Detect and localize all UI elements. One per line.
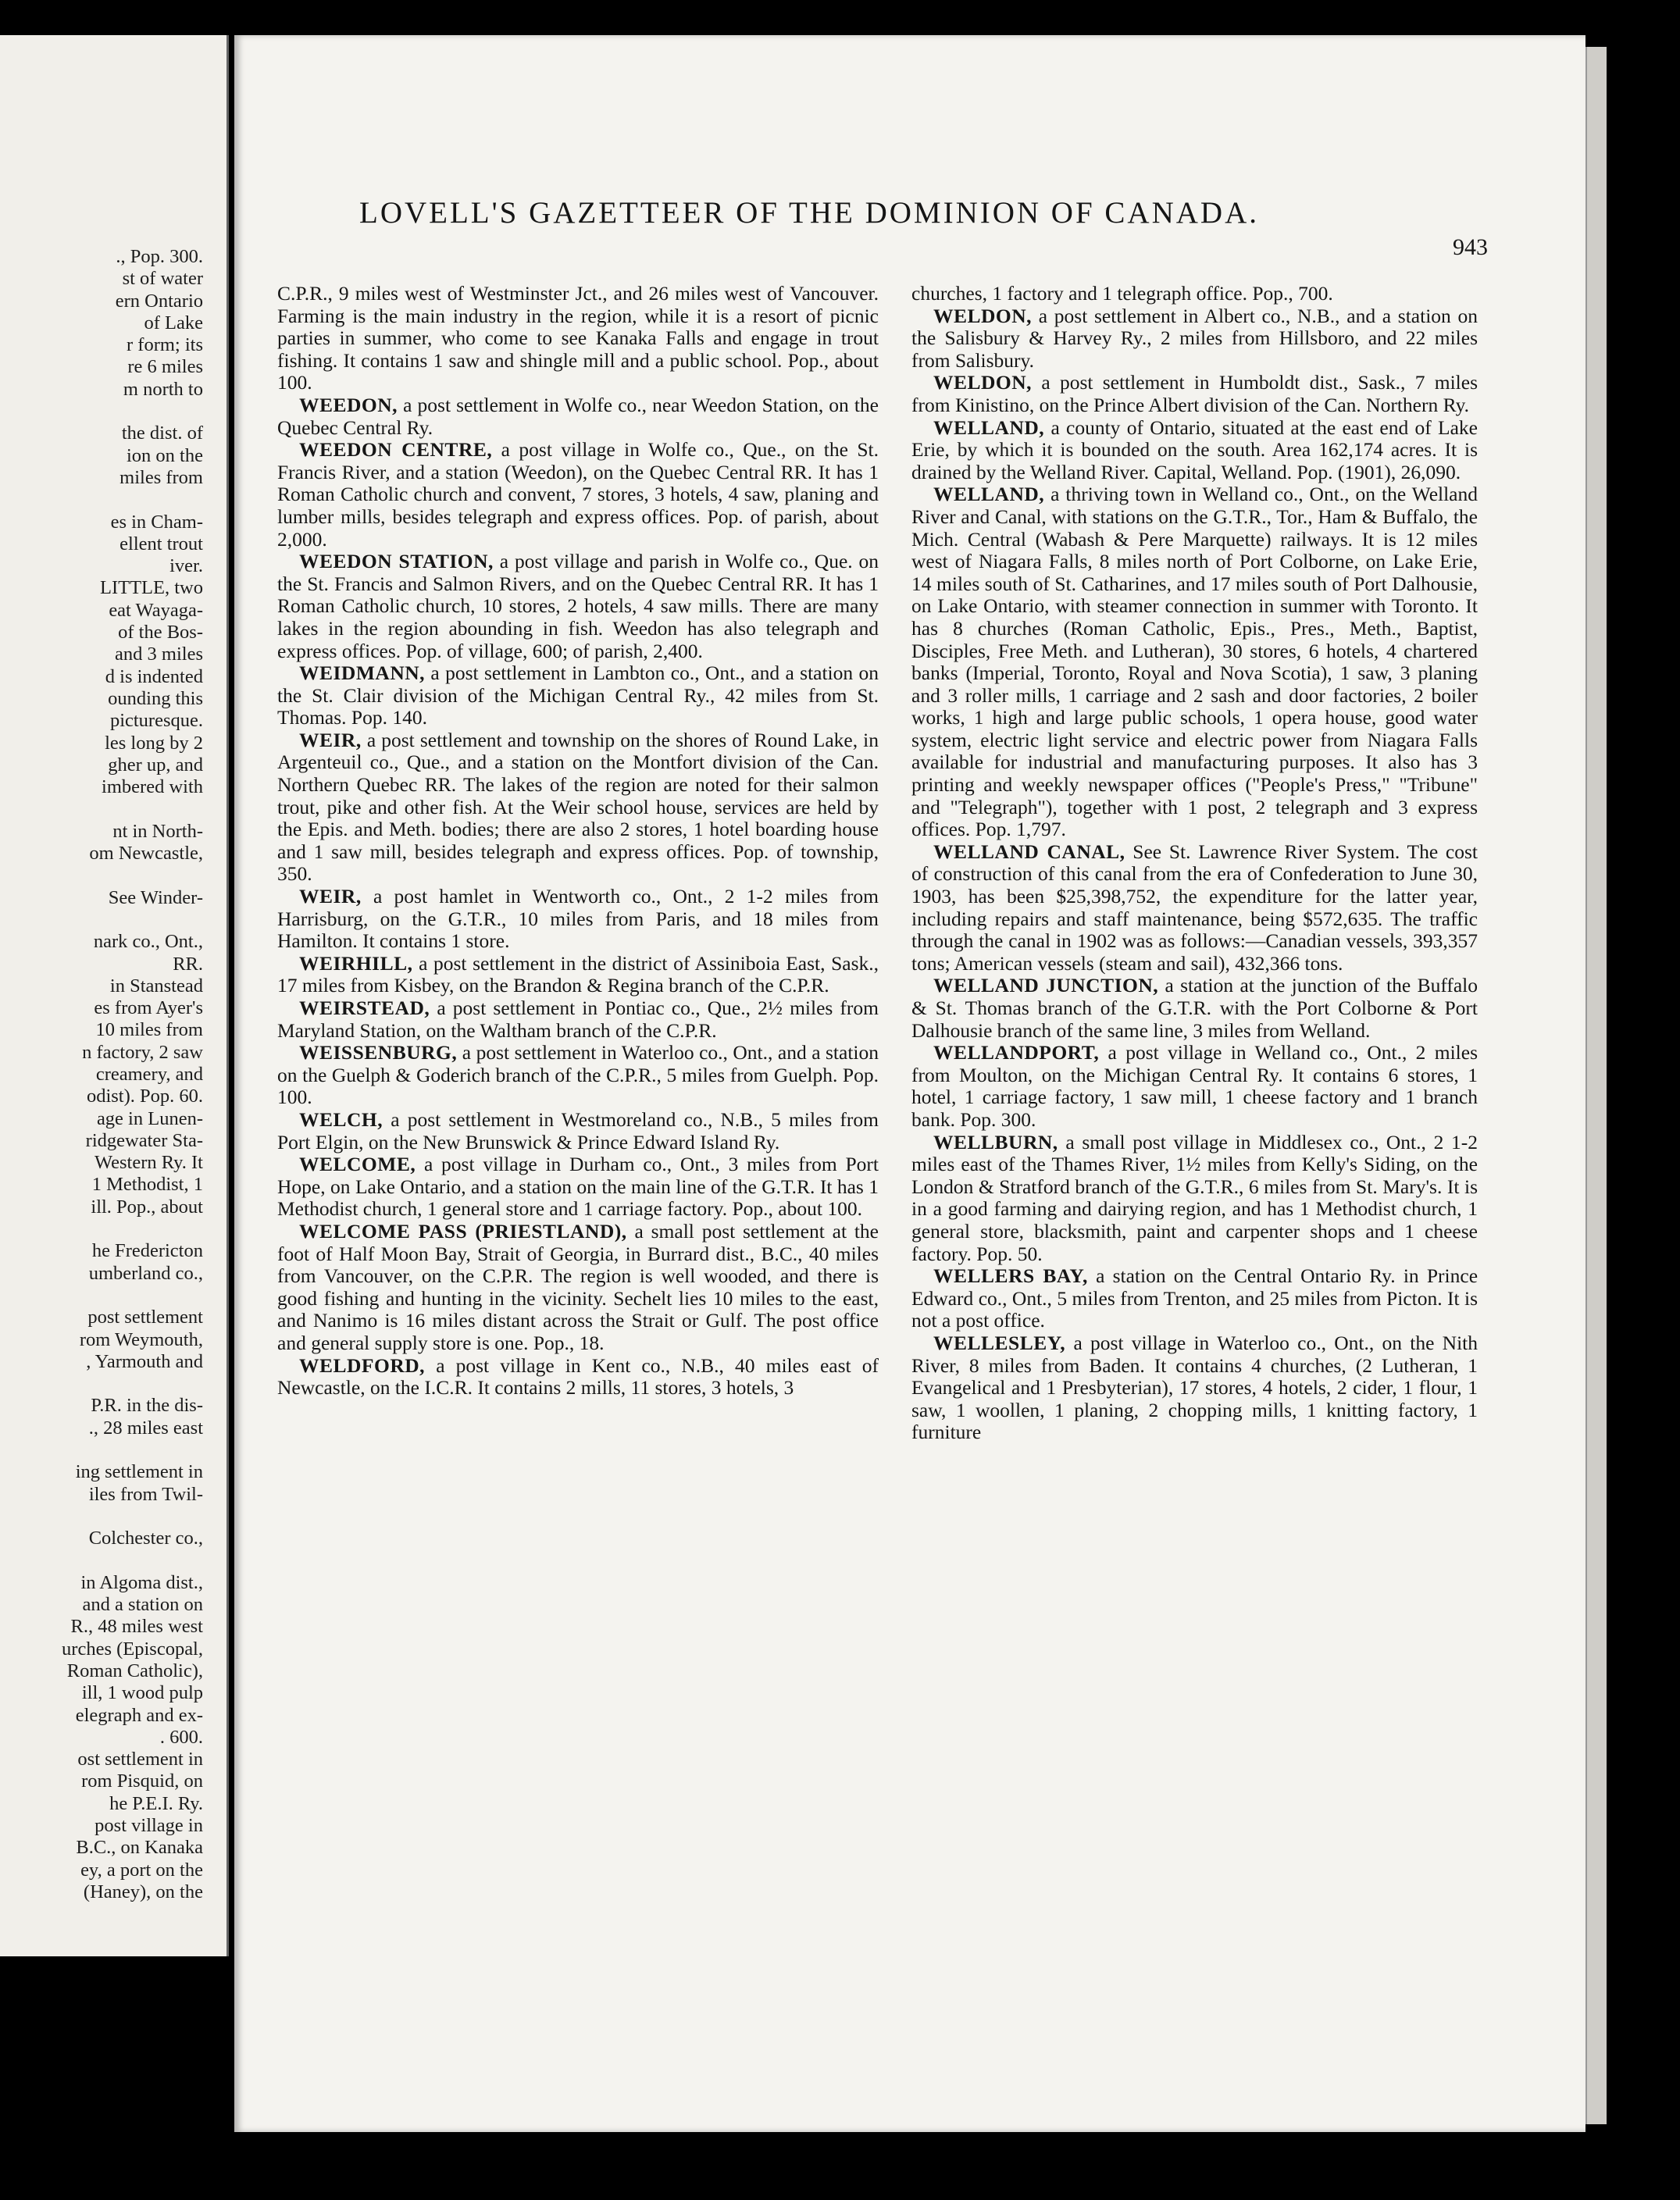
prev-page-line: R., 48 miles west [70, 1616, 203, 1638]
prev-page-line: re 6 miles [127, 356, 203, 378]
entry-headword: WELLAND, [933, 415, 1045, 439]
prev-page-line: urches (Episcopal, [62, 1638, 203, 1660]
prev-page-line: creamery, and [95, 1063, 203, 1085]
left-column [277, 283, 879, 1400]
entry-headword: WELCOME PASS (PRIESTLAND), [299, 1219, 627, 1243]
gazetteer-entry [277, 551, 879, 662]
entry-text: a small post settlement at the foot of Half Moon Bay, Strait of Georgia, in Burrard dist., B.C., 40 miles from Vancouver, on the C.P.R. The region is well wooded, and there is good fishing and hunting in the vicinity. Sechelt lies 10 miles to the east, and Nanimo is 16 miles distant across the Strait or Gulf. The post office and general supply store is one. Pop., 18. [277, 1219, 879, 1354]
entry-text: a post settlement in Pontiac co., Que., 2½ miles from Maryland Station, on the Waltham branch of the C.P.R. [277, 997, 879, 1042]
prev-page-line: st of water [122, 268, 203, 290]
prev-page-line: es from Ayer's [94, 997, 203, 1019]
entry-text: a post village in Waterloo co., Ont., on the Nith River, 8 miles from Baden. It contains 4 churches, (2 Lutheran, 1 Evangelical and 1 Presbyterian), 17 stores, 4 hotels, 2 cider, 1 flour, 1 saw, 1 woollen, 1 planing, 2 chopping mills, 1 knitting factory, 1 furniture [911, 1331, 1478, 1444]
prev-page-line: odist). Pop. 60. [86, 1086, 203, 1107]
entry-text: a post settlement in Westmoreland co., N.B., 5 miles from Port Elgin, on the New Brunswick & Prince Edward Island Ry. [277, 1107, 879, 1153]
prev-page-line: age in Lunen- [96, 1107, 203, 1129]
prev-page-line: ounding this [108, 687, 203, 709]
prev-page-line: gher up, and [108, 754, 203, 776]
prev-page-line [0, 1373, 226, 1395]
prev-page-line: RR. [173, 953, 203, 975]
entry-headword: WEEDON, [299, 393, 398, 416]
entry-text: a post settlement in Lambton co., Ont., and a station on the St. Clair division of the Michigan Central Ry., 42 miles from St. Thomas. Pop. 140. [277, 661, 879, 729]
entry-text: a post village and parish in Wolfe co., Que. on the St. Francis and Salmon Rivers, and on the Quebec Central RR. It has 1 Roman Catholic church, 10 stores, 2 hotels, 4 saw mills. There are many lakes in the region abounding in fish. Weedon has also telegraph and express offices. Pop. of village, 600; of parish, 2,400. [277, 550, 879, 662]
prev-page-line [0, 1439, 226, 1461]
prev-page-line: r form; its [127, 334, 203, 356]
prev-page-line [0, 1506, 226, 1528]
prev-page-line: Roman Catholic), [66, 1660, 203, 1681]
gazetteer-entry [277, 1355, 879, 1400]
prev-page-line [0, 489, 226, 511]
entry-headword: WELLAND JUNCTION, [933, 974, 1159, 997]
gazetteer-entry [277, 886, 879, 953]
entry-headword: WEIRHILL, [299, 951, 413, 975]
entry-headword: WELLBURN, [933, 1130, 1058, 1153]
prev-page-line: , Yarmouth and [86, 1350, 203, 1372]
prev-page-line: les long by 2 [105, 732, 203, 754]
prev-page-line [0, 1285, 226, 1307]
entry-text: a post settlement in Humboldt dist., Sask., 7 miles from Kinistino, on the Prince Albert division of the Can. Northern Ry. [911, 371, 1478, 416]
prev-page-line: elegraph and ex- [75, 1704, 203, 1726]
prev-page-line: the dist. of [121, 423, 203, 444]
entry-headword: WELLERS BAY, [933, 1264, 1088, 1288]
prev-page-line [0, 865, 226, 886]
prev-page-line: he P.E.I. Ry. [109, 1792, 203, 1814]
prev-page-line: m north to [123, 378, 203, 400]
entry-text: a thriving town in Welland co., Ont., on the Welland River and Canal, with stations on the G.T.R., Tor., Ham & Buffalo, the Mich. Central (Wabash & Pere Marquette) railways. It is 12 miles west of Niagara Falls, 8 miles north of Port Colborne, on Lake Erie, 14 miles south of St. Catharines, and 17 miles south of Port Dalhousie, on Lake Ontario, with steamer connection in summer with Toronto. It has 8 churches (Roman Catholic, Epis., Pres., Meth., Baptist, Disciples, Free Meth. and Lutheran), 30 stores, 6 hotels, 4 chartered banks (Imperial, Toronto, Royal and Nova Scotia), 1 saw, 3 planing and 3 roller mills, 1 carriage and 2 sash and door factories, 2 boiler works, 1 high and large public schools, 1 opera house, good water system, electric light service and electric power from Niagara Falls available for industrial and manufacturing purposes. It also has 3 printing and weekly newspaper offices ("People's Press," "Tribune" and "Telegraph"), together with 1 post, 2 telegraph and 3 express offices. Pop. 1,797. [911, 483, 1478, 841]
gazetteer-entry [277, 662, 879, 729]
entry-text: a post village in Durham co., Ont., 3 miles from Port Hope, on Lake Ontario, and a station on the main line of the G.T.R. It has 1 Methodist church, 1 general store and 1 carriage factory. Pop., about 100. [277, 1153, 879, 1221]
prev-page-line: post village in [95, 1815, 203, 1837]
prev-page-line: LITTLE, two [100, 577, 203, 599]
prev-page-line: miles from [119, 466, 203, 488]
prev-page-line: nark co., Ont., [93, 931, 203, 953]
prev-page-line: B.C., on Kanaka [76, 1837, 203, 1859]
entry-headword: WELLANDPORT, [933, 1041, 1100, 1064]
prev-page-line: in Algoma dist., [80, 1571, 203, 1593]
entry-headword: WELDON, [933, 304, 1033, 327]
entry-text: See St. Lawrence River System. The cost of construction of this canal from the era of Confederation to June 30, 1903, has been $25,398,752, the expenditure for the latter year, including repairs and staff maintenance, being $572,635. The traffic through the canal in 1902 was as follows:—Canadian vessels, 393,357 tons; American vessels (steam and sail), 432,366 tons. [911, 840, 1478, 975]
previous-page-fragment [0, 35, 229, 1956]
right-column [911, 283, 1478, 1444]
gazetteer-entry [277, 953, 879, 997]
prev-page-line: of Lake [144, 312, 203, 333]
prev-page-line: (Haney), on the [83, 1881, 203, 1902]
entry-headword: WEEDON STATION, [299, 550, 494, 573]
gazetteer-entry [277, 729, 879, 886]
prev-page-line: 10 miles from [95, 1019, 203, 1041]
prev-page-line: and 3 miles [115, 644, 203, 665]
prev-page-line: P.R. in the dis- [91, 1395, 203, 1417]
prev-page-line: d is indented [105, 665, 203, 687]
entry-text: a post settlement in the district of Assiniboia East, Sask., 17 miles from Kisbey, on the Brandon & Regina branch of the C.P.R. [277, 951, 879, 997]
entry-text: a station at the junction of the Buffalo & St. Thomas branch of the G.T.R. with the Port Colborne & Port Dalhousie branch of the same line, 3 miles from Welland. [911, 974, 1478, 1042]
prev-page-line: and a station on [82, 1594, 203, 1616]
prev-page-line: ern Ontario [115, 290, 203, 312]
entry-headword: WELLAND CANAL, [933, 840, 1125, 863]
gazetteer-entry [911, 1132, 1478, 1266]
entry-text: a county of Ontario, situated at the east end of Lake Erie, by which it is bounded on the south. Area 162,174 acres. It is drained by the Welland River. Capital, Welland. Pop. (1901), 26,090. [911, 415, 1478, 483]
entry-headword: WELDFORD, [299, 1353, 426, 1377]
prev-page-line: eat Wayaga- [109, 599, 203, 621]
entry-text: a post hamlet in Wentworth co., Ont., 2 1-2 miles from Harrisburg, on the G.T.R., 10 miles from Paris, and 18 miles from Hamilton. It contains 1 store. [277, 885, 879, 953]
prev-page-line: ., Pop. 300. [116, 246, 203, 267]
entry-text: C.P.R., 9 miles west of Westminster Jct., and 26 miles west of Vancouver. Farming is the main industry in the region, while it is a resort of picnic parties in summer, who come to see Kanaka Falls and engage in trout fishing. It contains 1 saw and shingle mill and a public school. Pop., about 100. [277, 282, 879, 394]
prev-page-line: ing settlement in [75, 1461, 203, 1483]
prev-page-line: Colchester co., [88, 1528, 203, 1549]
entry-headword: WELCH, [299, 1107, 383, 1131]
prev-page-line: rom Weymouth, [79, 1328, 203, 1350]
entry-headword: WELLAND, [933, 483, 1045, 506]
gazetteer-entry [911, 1332, 1478, 1444]
entry-headword: WELDON, [933, 371, 1033, 394]
prev-page-line: iles from Twil- [88, 1483, 203, 1505]
prev-page-line: picturesque. [109, 710, 203, 732]
prev-page-line: post settlement [87, 1307, 203, 1328]
prev-page-line: rom Pisquid, on [81, 1770, 203, 1792]
entry-headword: WELCOME, [299, 1153, 416, 1176]
gazetteer-entry [911, 283, 1478, 305]
prev-page-line: ion on the [127, 444, 203, 466]
prev-page-line: ost settlement in [77, 1749, 203, 1770]
prev-page-line: ., 28 miles east [88, 1417, 203, 1439]
prev-page-line: iver. [169, 555, 203, 577]
entry-text: churches, 1 factory and 1 telegraph office. Pop., 700. [911, 282, 1333, 305]
gazetteer-entry [277, 1153, 879, 1221]
page-number: 943 [1453, 234, 1488, 260]
prev-page-line: in Stanstead [109, 975, 203, 997]
gazetteer-entry [911, 1042, 1478, 1131]
entry-text: a post settlement in Wolfe co., near Weedon Station, on the Quebec Central Ry. [277, 393, 879, 439]
entry-headword: WEISSENBURG, [299, 1041, 458, 1064]
gazetteer-entry [911, 841, 1478, 975]
entry-headword: WEIRSTEAD, [299, 997, 430, 1019]
gazetteer-entry [911, 305, 1478, 373]
entry-headword: WELLESLEY, [933, 1331, 1066, 1354]
prev-page-line: ill, 1 wood pulp [81, 1682, 203, 1704]
previous-page-text [0, 246, 226, 1903]
prev-page-line [0, 1218, 226, 1240]
prev-page-line: n factory, 2 saw [82, 1041, 203, 1063]
entry-text: a post settlement in Waterloo co., Ont., and a station on the Guelph & Goderich branch of the C.P.R., 5 miles from Guelph. Pop. 100. [277, 1041, 879, 1109]
prev-page-line [0, 1550, 226, 1572]
gazetteer-entry [277, 439, 879, 551]
prev-page-line: of the Bos- [118, 622, 203, 644]
entry-headword: WEIDMANN, [299, 661, 426, 685]
prev-page-line: imbered with [102, 776, 203, 798]
gazetteer-entry [277, 394, 879, 439]
gazetteer-entry [277, 1109, 879, 1153]
prev-page-line: umberland co., [88, 1262, 203, 1284]
gazetteer-entry [277, 997, 879, 1042]
prev-page-line: om Newcastle, [89, 843, 203, 865]
gazetteer-entry [911, 483, 1478, 841]
entry-text: a post village in Wolfe co., Que., on the St. Francis River, and a station (Weedon), on the Quebec Central RR. It has 1 Roman Catholic church and convent, 7 stores, 3 hotels, 4 saw, planing and lumber mills, besides telegraph and express offices. Pop. of parish, about 2,000. [277, 438, 879, 551]
entry-headword: WEIR, [299, 885, 362, 908]
entry-headword: WEEDON CENTRE, [299, 438, 493, 462]
gazetteer-entry [277, 1221, 879, 1355]
entry-text: a post settlement and township on the shores of Round Lake, in Argenteuil co., Que., and a station on the Montfort division of the Can. Northern Quebec RR. The lakes of the region are noted for their salmon trout, pike and other fish. At the Weir school house, services are held by the Epis. and Meth. bodies; there are also 2 stores, 1 hotel boarding house and 1 saw mill, besides telegraph and express offices. Pop. of township, 350. [277, 728, 879, 886]
prev-page-line: See Winder- [108, 886, 203, 908]
gazetteer-entry [911, 1265, 1478, 1332]
gazetteer-entry [911, 372, 1478, 416]
entry-text: a small post village in Middlesex co., Ont., 2 1-2 miles east of the Thames River, 1½ miles from Kelly's Siding, on the London & Stratford branch of the G.T.R., 6 miles from St. Mary's. It is in a good farming and dairying region, and has 1 Methodist church, 1 general store, blacksmith, paint and carpenter shops and 1 cheese factory. Pop. 50. [911, 1130, 1478, 1265]
prev-page-line [0, 401, 226, 423]
gazetteer-entry [277, 283, 879, 394]
prev-page-line: ill. Pop., about [91, 1196, 203, 1218]
entry-text: a post village in Welland co., Ont., 2 miles from Moulton, on the Michigan Central Ry. It contains 6 stores, 1 hotel, 1 carriage factory, 1 saw mill, 1 cheese factory and 1 branch bank. Pop. 300. [911, 1041, 1478, 1131]
entry-text: a station on the Central Ontario Ry. in Prince Edward co., Ont., 5 miles from Trenton, and 25 miles from Picton. It is not a post office. [911, 1264, 1478, 1332]
gazetteer-entry [911, 975, 1478, 1042]
gazetteer-entry [277, 1042, 879, 1109]
page-edge [1585, 47, 1607, 2124]
prev-page-line: ellent trout [119, 533, 203, 554]
prev-page-line: ey, a port on the [80, 1859, 203, 1881]
prev-page-line: es in Cham- [110, 511, 203, 533]
prev-page-line [0, 798, 226, 820]
entry-text: a post village in Kent co., N.B., 40 miles east of Newcastle, on the I.C.R. It contains 2 mills, 11 stores, 3 hotels, 3 [277, 1353, 879, 1400]
prev-page-line: nt in North- [112, 820, 203, 842]
prev-page-line: 1 Methodist, 1 [91, 1174, 203, 1196]
prev-page-line: ridgewater Sta- [85, 1129, 203, 1151]
prev-page-line: . 600. [159, 1726, 203, 1748]
prev-page-line: he Fredericton [91, 1240, 203, 1262]
prev-page-line [0, 909, 226, 931]
page-header: LOVELL'S GAZETTEER OF THE DOMINION OF CANADA. [359, 196, 1259, 230]
entry-headword: WEIR, [299, 728, 362, 751]
prev-page-line: Western Ry. It [94, 1152, 203, 1174]
gazetteer-entry [911, 417, 1478, 484]
entry-text: a post settlement in Albert co., N.B., and a station on the Salisbury & Harvey Ry., 2 miles from Hillsboro, and 22 miles from Salisbury. [911, 304, 1478, 372]
